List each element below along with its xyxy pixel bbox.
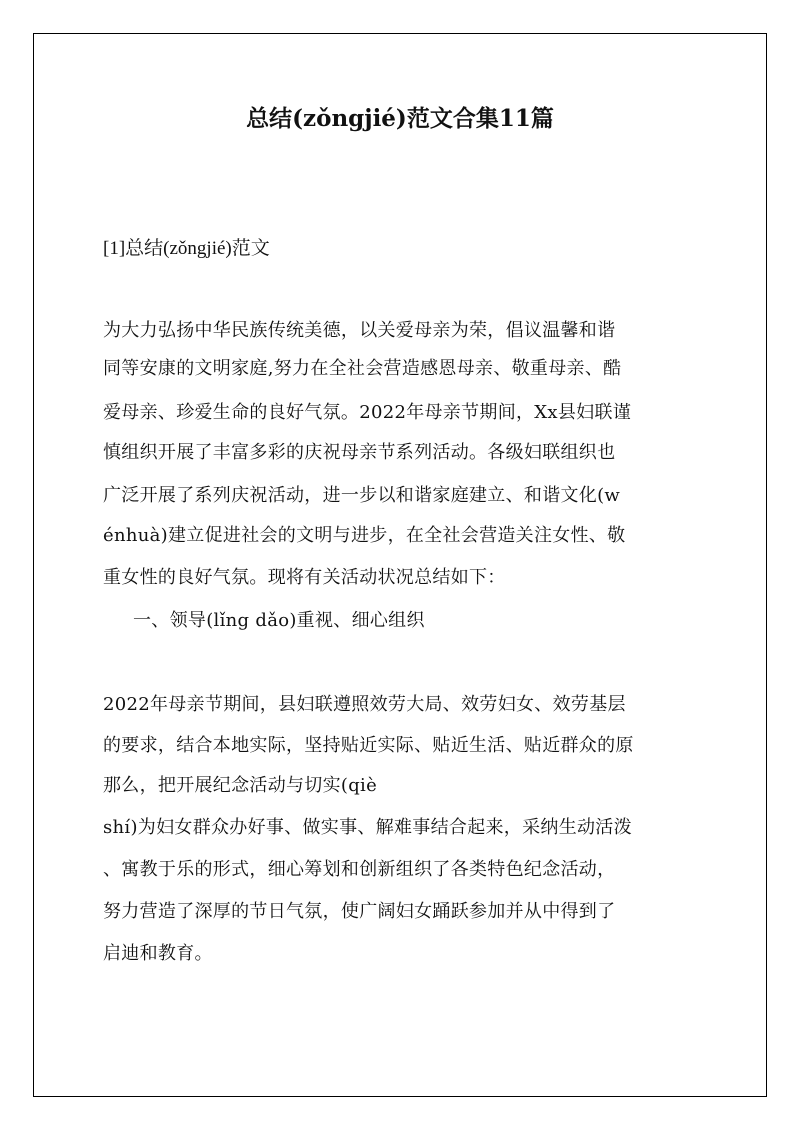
paragraph-line: énhuà)建立促进社会的文明与进步，在全社会营造关注女性、敬 — [103, 525, 626, 546]
paragraph-line: 慎组织开展了丰富多彩的庆祝母亲节系列活动。各级妇联组织也 — [103, 442, 616, 463]
paragraph-line: 爱母亲、珍爱生命的良好气氛。2022年母亲节期间，Xx县妇联谨 — [103, 402, 632, 423]
paragraph-line: 启迪和教育。 — [103, 943, 213, 964]
paragraph-line: 那么，把开展纪念活动与切实(qiè — [103, 775, 378, 796]
paragraph-line: shí)为妇女群众办好事、做实事、解难事结合起来，采纳生动活泼 — [103, 817, 632, 838]
document-title: 总结(zǒngjié)范文合集11篇 — [246, 105, 554, 132]
paragraph-line: 努力营造了深厚的节日气氛，使广阔妇女踊跃参加并从中得到了 — [103, 901, 616, 922]
paragraph-line: 重女性的良好气氛。现将有关活动状况总结如下： — [103, 567, 506, 588]
paragraph-line: 广泛开展了系列庆祝活动，进一步以和谐家庭建立、和谐文化(w — [103, 485, 621, 506]
section-heading: [1]总结(zǒngjié)范文 — [103, 238, 270, 259]
subheading: 一、领导(lǐng dǎo)重视、细心组织 — [133, 610, 425, 631]
paragraph-line: 、寓教于乐的形式，细心筹划和创新组织了各类特色纪念活动， — [103, 859, 616, 880]
paragraph-line: 同等安康的文明家庭,努力在全社会营造感恩母亲、敬重母亲、酷 — [103, 358, 622, 379]
paragraph-line: 2022年母亲节期间，县妇联遵照效劳大局、效劳妇女、效劳基层 — [103, 694, 626, 715]
paragraph-line: 为大力弘扬中华民族传统美德，以关爱母亲为荣，倡议温馨和谐 — [103, 320, 616, 341]
paragraph-line: 的要求，结合本地实际，坚持贴近实际、贴近生活、贴近群众的原 — [103, 735, 634, 756]
